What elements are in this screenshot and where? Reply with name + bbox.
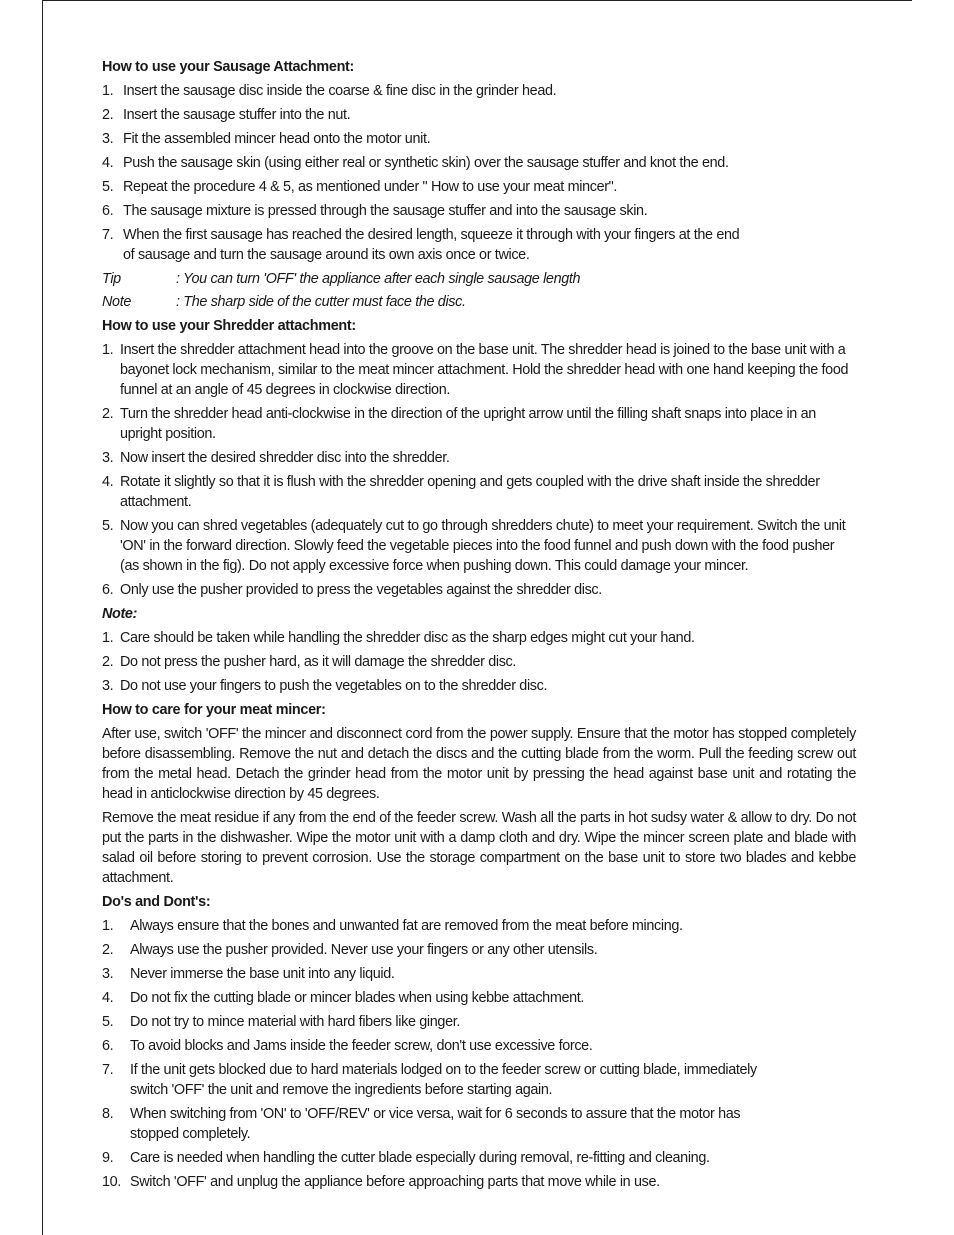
care-paragraph: After use, switch 'OFF' the mincer and disconnect cord from the power supply. Ensure that the motor has stopped completely before disassembling. Remove the nut and detach the discs and the cutting blade from the worm. Pull the feeding screw out from the metal head. Detach the grinder head from the motor unit by pressing the head against base unit and rotating the head in anticlockwise direction by 45 degrees. xyxy=(102,726,856,802)
list-item: 2. Turn the shredder head anti-clockwise in the direction of the upright arrow until the filling shaft snaps into place in an upright position. xyxy=(102,406,816,442)
sausage-steps xyxy=(102,81,752,265)
shredder-heading: How to use your Shredder attachment: xyxy=(102,318,356,334)
list-item: 9. Care is needed when handling the cutter blade especially during removal, re-fitting and cleaning. xyxy=(102,1150,710,1166)
tip-label: Tip xyxy=(102,271,121,287)
list-item: 7. When the first sausage has reached the desired length, squeeze it through with your fingers at the end of sausage and turn the sausage around its own axis once or twice. xyxy=(102,227,740,263)
list-item: 6. Only use the pusher provided to press the vegetables against the shredder disc. xyxy=(102,582,602,598)
list-item: 8. When switching from 'ON' to 'OFF/REV' or vice versa, wait for 6 seconds to assure that the motor has stopped completely. xyxy=(102,1106,741,1142)
list-item: 4. Push the sausage skin (using either real or synthetic skin) over the sausage stuffer and knot the end. xyxy=(102,155,729,171)
list-item: 6. The sausage mixture is pressed through the sausage stuffer and into the sausage skin. xyxy=(102,203,648,219)
tip-row xyxy=(102,269,856,289)
shredder-notes xyxy=(102,628,856,696)
list-item: 5. Now you can shred vegetables (adequately cut to go through shredders chute) to meet your requirement. Switch the unit 'ON' in the forward direction. Slowly feed the vegetable pieces into the food funnel and push down with the food pusher (as shown in the fig). Do not apply excessive force when pushing down. This could damage your mincer. xyxy=(102,518,846,574)
list-item: 2. Always use the pusher provided. Never use your fingers or any other utensils. xyxy=(102,942,598,958)
tip-text: : You can turn 'OFF' the appliance after each single sausage length xyxy=(176,271,581,287)
page-border-top xyxy=(42,0,912,1)
list-item: 4. Do not fix the cutting blade or mincer blades when using kebbe attachment. xyxy=(102,990,585,1006)
shredder-steps xyxy=(102,340,856,600)
list-item: 1. Care should be taken while handling the shredder disc as the sharp edges might cut your hand. xyxy=(102,630,695,646)
note-text: : The sharp side of the cutter must face the disc. xyxy=(176,294,466,310)
list-item: 2. Insert the sausage stuffer into the nut. xyxy=(102,107,351,123)
dos-heading: Do's and Dont's: xyxy=(102,894,211,910)
document-body xyxy=(102,57,856,1196)
list-item: 3. Fit the assembled mincer head onto the motor unit. xyxy=(102,131,431,147)
list-item: 1. Always ensure that the bones and unwanted fat are removed from the meat before mincing. xyxy=(102,918,683,934)
page-border-left xyxy=(42,0,43,1235)
list-item: 1. Insert the shredder attachment head into the groove on the base unit. The shredder head is joined to the base unit with a bayonet lock mechanism, similar to the meat mincer attachment. Hold the shredder head with one hand keeping the food funnel at an angle of 45 degrees in clockwise direction. xyxy=(102,342,849,398)
note-label: Note xyxy=(102,294,131,310)
list-item: 6. To avoid blocks and Jams inside the feeder screw, don't use excessive force. xyxy=(102,1038,593,1054)
list-item: 1. Insert the sausage disc inside the coarse & fine disc in the grinder head. xyxy=(102,83,557,99)
list-item: 4. Rotate it slightly so that it is flush with the shredder opening and gets coupled with the drive shaft inside the shredder attachment. xyxy=(102,474,820,510)
list-item: 10. Switch 'OFF' and unplug the appliance before approaching parts that move while in use. xyxy=(102,1174,660,1190)
list-item: 3. Do not use your fingers to push the vegetables on to the shredder disc. xyxy=(102,678,548,694)
care-paragraph: Remove the meat residue if any from the end of the feeder screw. Wash all the parts in hot sudsy water & allow to dry. Do not put the parts in the dishwasher. Wipe the motor unit with a damp cloth and dry. Wipe the mincer screen plate and blade with salad oil before storing to prevent corrosion. Use the storage compartment on the base unit to store two blades and kebbe attachment. xyxy=(102,810,856,886)
list-item: 5. Repeat the procedure 4 & 5, as mentioned under " How to use your meat mincer". xyxy=(102,179,618,195)
sausage-heading: How to use your Sausage Attachment: xyxy=(102,59,355,75)
dos-list xyxy=(102,916,792,1192)
list-item: 3. Now insert the desired shredder disc into the shredder. xyxy=(102,450,450,466)
list-item: 3. Never immerse the base unit into any liquid. xyxy=(102,966,395,982)
note-row xyxy=(102,292,856,312)
shredder-note-heading: Note: xyxy=(102,606,138,622)
list-item: 2. Do not press the pusher hard, as it will damage the shredder disc. xyxy=(102,654,517,670)
care-heading: How to care for your meat mincer: xyxy=(102,702,326,718)
list-item: 5. Do not try to mince material with hard fibers like ginger. xyxy=(102,1014,461,1030)
list-item: 7. If the unit gets blocked due to hard materials lodged on to the feeder screw or cutting blade, immediately switch 'OFF' the unit and remove the ingredients before starting again. xyxy=(102,1062,757,1098)
